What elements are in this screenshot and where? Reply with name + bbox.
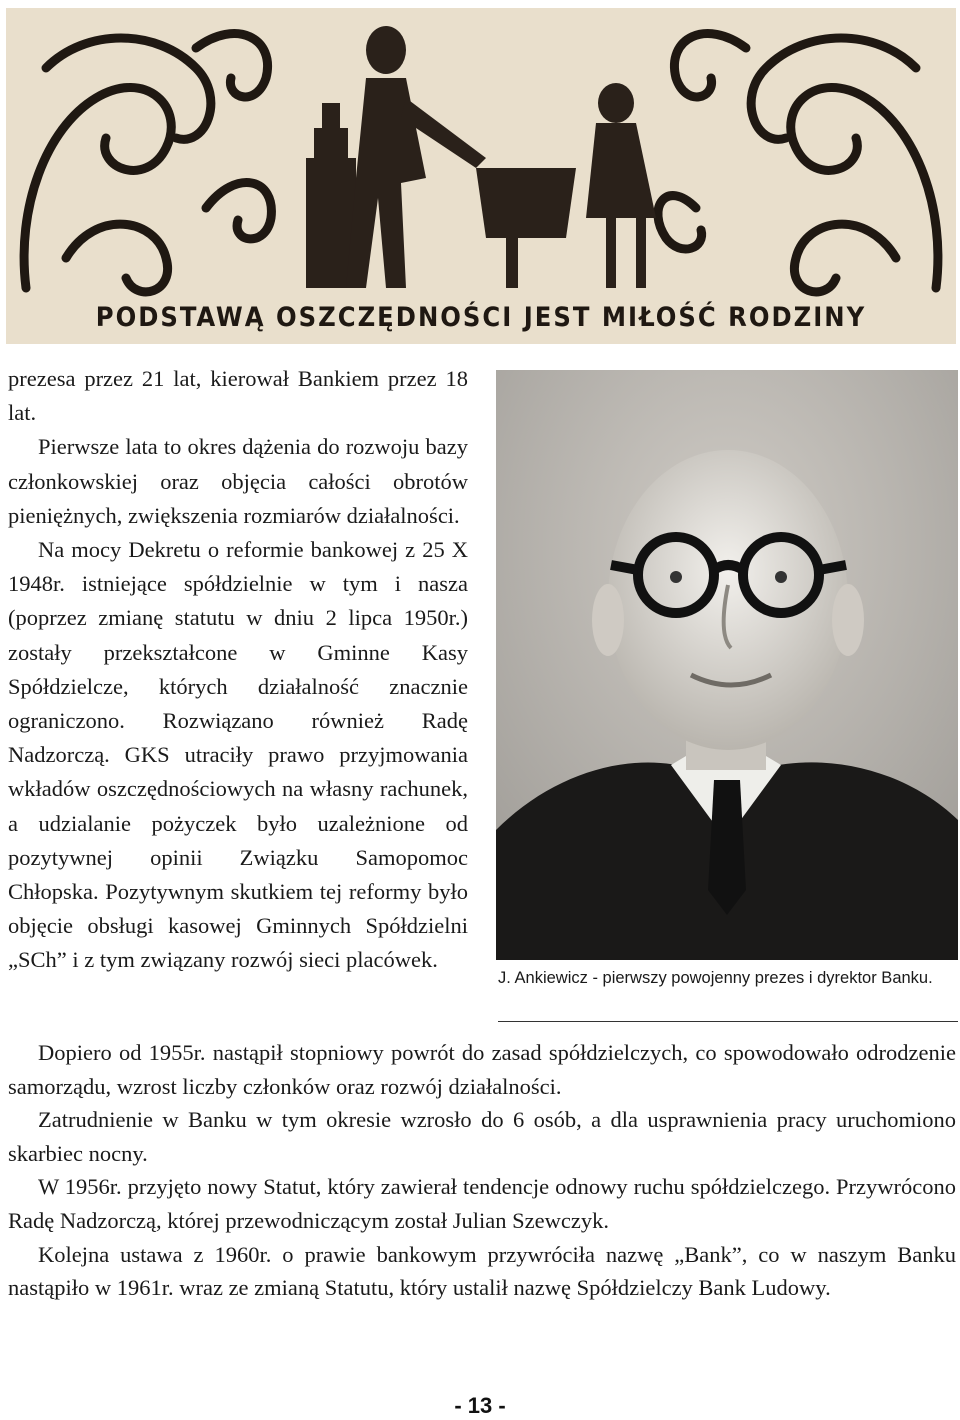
- banner-motto: PODSTAWĄ OSZCZĘDNOŚCI JEST MIŁOŚĆ RODZINY: [95, 302, 867, 333]
- paragraph: Dopiero od 1955r. nastąpił stopniowy powrót do zasad spółdzielczych, co spowodowało odrodzenie samorządu, wzrost liczby członków oraz rozwój działalności.: [8, 1040, 956, 1099]
- paragraph: W 1956r. przyjęto nowy Statut, który zawierał tendencje odnowy ruchu spółdzielczego. Przywrócono Radę Nadzorczą, której przewodniczącym został Julian Szewczyk.: [8, 1174, 956, 1233]
- paragraph: Kolejna ustawa z 1960r. o prawie bankowym przywróciła nazwę „Bank”, co w naszym Banku nastąpiło w 1961r. wraz ze zmianą Statutu, który ustalił nazwę Spółdzielczy Bank Ludowy.: [8, 1241, 956, 1301]
- portrait-image: [496, 370, 958, 960]
- full-width-text: [8, 1036, 956, 1305]
- left-text-column: [8, 362, 468, 978]
- paragraph: prezesa przez 21 lat, kierował Bankiem przez 18 lat.: [8, 366, 468, 426]
- paragraph: Pierwsze lata to okres dążenia do rozwoju bazy członkowskiej oraz objęcia całości obrotów pieniężnych, zwiększenia rozmiarów działalności.: [8, 434, 468, 528]
- caption-divider: [498, 1021, 958, 1022]
- photo-caption: J. Ankiewicz - pierwszy powojenny prezes i dyrektor Banku.: [498, 969, 933, 987]
- paragraph: Na mocy Dekretu o reformie bankowej z 25 X 1948r. istniejące spółdzielnie w tym i nasza (poprzez zmianę statutu w dniu 2 lipca 1950r.) zostały przekształcone w Gminne Kasy Spółdzielcze, których działalność znacznie ograniczono. Rozwiązano również Radę Nadzorczą. GKS utraciły prawo przyjmowania wkładów oszczędnościowych na własny rachunek, a udzialanie pożyczek było uzależnione od pozytywnej opinii Związku Samopomoc Chłopska. Pozytywnym skutkiem tej reformy było objęcie obsługi kasowej Gminnych Spółdzielni „SCh” i z tym związany rozwój sieci placówek.: [8, 537, 468, 973]
- paragraph: Zatrudnienie w Banku w tym okresie wzrosło do 6 osób, a dla usprawnienia pracy uruchomiono skarbiec nocny.: [8, 1107, 956, 1166]
- portrait-photo: [496, 370, 958, 960]
- header-illustration-banner: [6, 8, 956, 344]
- ornamental-scroll-illustration: [6, 8, 956, 344]
- page-number: - 13 -: [454, 1393, 506, 1418]
